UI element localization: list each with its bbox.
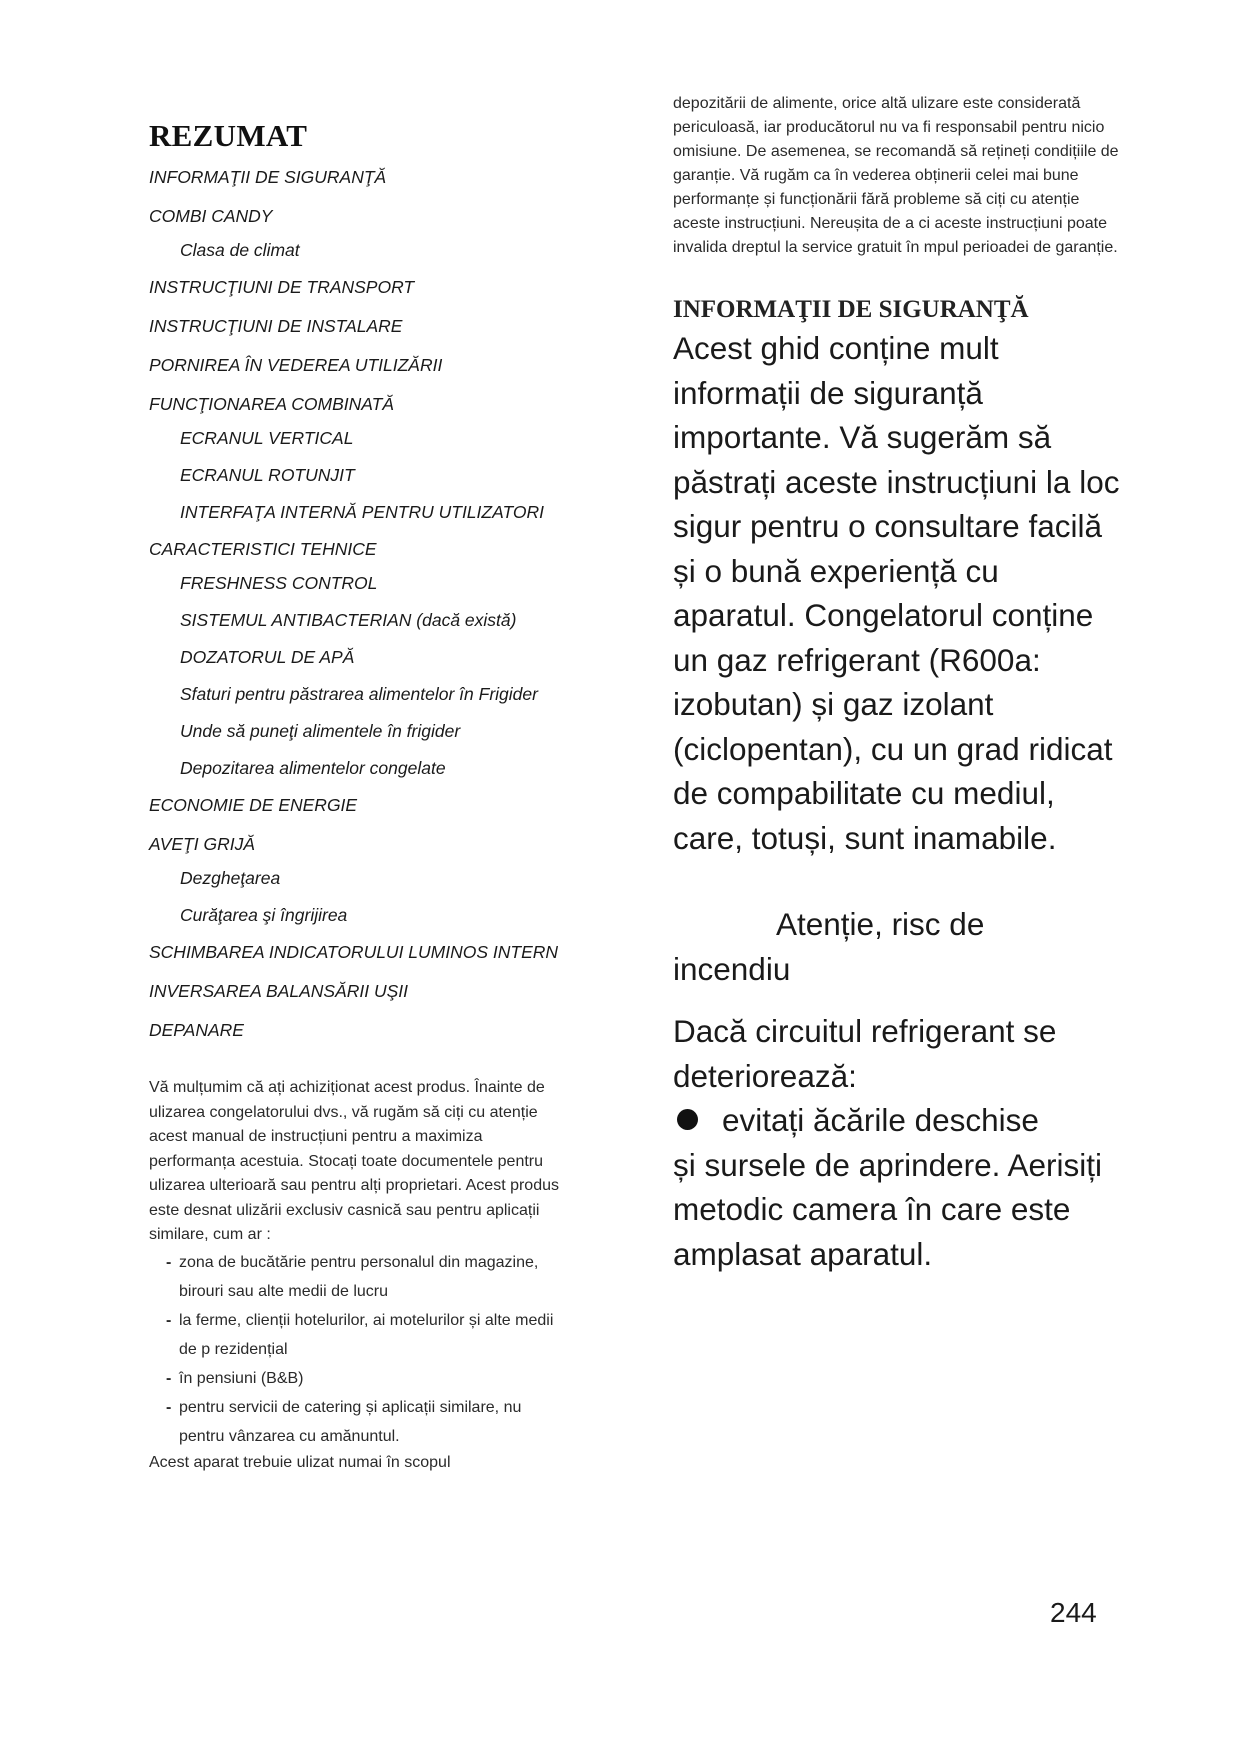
safety-text: Acest ghid conține mult informații de siguranță importante. Vă sugerăm să păstrați aceste instrucțiuni la loc sigur pentru o consultare facilă și o bună experiență cu aparatul. Congelatorul conține un gaz refrigerant (R600a: izobutan) și gaz izolant (ciclopentan), cu un grad ridicat de compabilitate cu mediul, care, totuși, sunt inamabile.: [673, 330, 1120, 856]
toc-item: INVERSAREA BALANSĂRII UŞII: [149, 981, 409, 1001]
list-item: - la ferme, clienții hotelurilor, ai motelurilor și alte medii de p rezidențial: [149, 1306, 559, 1364]
toc-item: AVEŢI GRIJĂ: [149, 834, 255, 854]
bullet-text: evitați ăcările deschise: [722, 1102, 1039, 1138]
bullet-icon: [677, 1109, 698, 1130]
toc-item: COMBI CANDY: [149, 206, 273, 226]
list-item: - zona de bucătărie pentru personalul din magazine, birouri sau alte medii de lucru: [149, 1248, 559, 1306]
toc-subitem: ECRANUL ROTUNJIT: [180, 465, 355, 485]
toc-subitem: Dezgheţarea: [180, 868, 281, 888]
toc-subitem: DOZATORUL DE APĂ: [180, 647, 355, 667]
toc-item: PORNIREA ÎN VEDEREA UTILIZĂRII: [149, 355, 443, 375]
toc-item: CARACTERISTICI TEHNICE: [149, 539, 377, 559]
toc-item: SCHIMBAREA INDICATORULUI LUMINOS INTERN: [149, 942, 559, 962]
intro-closing: Acest aparat trebuie ulizat numai în scopul: [149, 1453, 451, 1471]
list-item: - în pensiuni (B&B): [149, 1364, 559, 1393]
warning-line-1: Atenție, risc de: [776, 906, 985, 942]
toc-subitem: ECRANUL VERTICAL: [180, 428, 354, 448]
usage-list: [149, 1248, 559, 1451]
bullet-item: [673, 1098, 1123, 1143]
right-column: [673, 92, 1123, 1276]
after-bullet-text: și sursele de aprindere. Aerisiți metodic camera în care este amplasat aparatul.: [673, 1146, 1102, 1272]
toc-item: INSTRUCŢIUNI DE TRANSPORT: [149, 277, 415, 297]
toc-subitem: SISTEMUL ANTIBACTERIAN (dacă există): [180, 610, 517, 630]
table-of-contents: [149, 166, 619, 1042]
toc-item-sub: Curăţarea şi îngrijirea: [180, 905, 348, 925]
toc-subitem: Sfaturi pentru păstrarea alimentelor în Frigider: [180, 684, 538, 704]
safety-heading: INFORMAŢII DE SIGURANŢĂ: [673, 296, 1029, 323]
toc-item: INSTRUCŢIUNI DE INSTALARE: [149, 316, 403, 336]
toc-subitem: FRESHNESS CONTROL: [180, 573, 378, 593]
continuation-paragraph: depozitării de alimente, orice altă ulizare este considerată periculoasă, iar producătorul nu va fi responsabil pentru nicio omisiune. De asemenea, se recomandă să rețineți condițiile de garanție. Vă rugăm ca în vederea obținerii celei mai bune performanțe și funcționării fără probleme să ciți cu atenție aceste instrucțiuni. Nereușita de a ci aceste instrucțiuni poate invalida dreptul la service gratuit în mpul perioadei de garanție.: [673, 95, 1119, 256]
damage-text: Dacă circuitul refrigerant se deteriorează:: [673, 1013, 1057, 1094]
toc-subitem: Unde să puneţi alimentele în frigider: [180, 721, 461, 741]
page-number: 244: [1050, 1597, 1097, 1628]
toc-subitem: Clasa de climat: [180, 240, 300, 260]
left-column: [149, 118, 619, 1475]
summary-title: REZUMAT: [149, 118, 308, 153]
fire-warning: [673, 902, 1123, 991]
list-item: - pentru servicii de catering și aplicații similare, nu pentru vânzarea cu amănuntul.: [149, 1393, 559, 1451]
toc-item: DEPANARE: [149, 1020, 244, 1040]
toc-item: ECONOMIE DE ENERGIE: [149, 795, 358, 815]
toc-subitem: INTERFAŢA INTERNĂ PENTRU UTILIZATORI: [180, 502, 544, 522]
intro-paragraph: Vă mulțumim că ați achiziționat acest produs. Înainte de ulizarea congelatorului dvs., vă rugăm să ciți cu atenție acest manual de instrucțiuni pentru a maximiza performanța acestuia. Stocați toate documentele pentru ulizarea ulterioară sau pentru alți proprietari. Acest produs este desnat ulizării exclusiv casnică sau pentru aplicații similare, cum ar :: [149, 1079, 559, 1243]
intro-section: [149, 1076, 559, 1475]
toc-item: INFORMAŢII DE SIGURANŢĂ: [149, 167, 387, 187]
toc-item: FUNCŢIONAREA COMBINATĂ: [149, 394, 395, 414]
warning-line-2: incendiu: [673, 950, 791, 987]
toc-subitem: Depozitarea alimentelor congelate: [180, 758, 446, 778]
